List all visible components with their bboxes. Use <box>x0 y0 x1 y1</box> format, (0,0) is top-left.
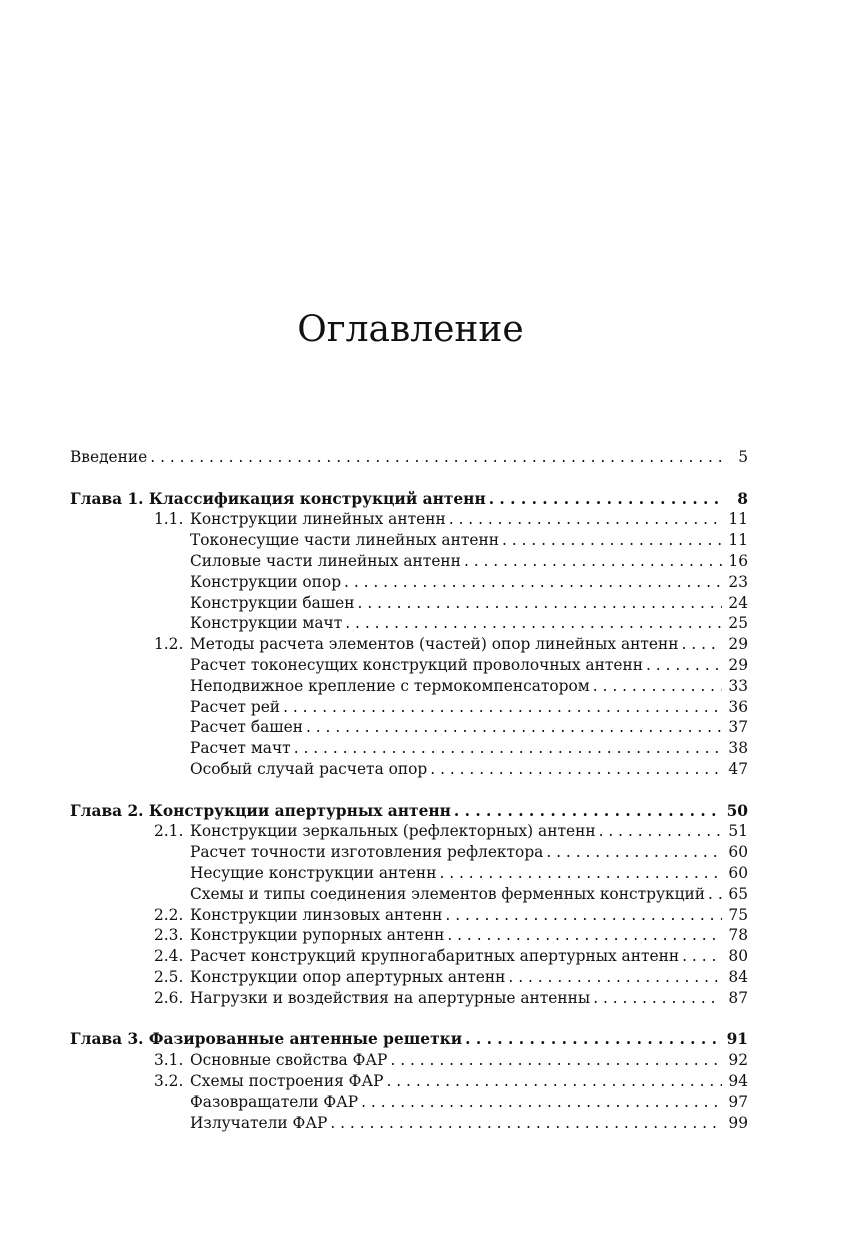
toc-subsection[interactable] <box>70 530 748 551</box>
toc-entry-page: 24 <box>728 593 748 612</box>
toc-entry-page: 99 <box>728 1113 748 1132</box>
toc-section[interactable] <box>70 925 748 946</box>
dot-leader <box>390 1050 722 1071</box>
toc-subsection[interactable] <box>70 759 748 780</box>
dot-leader <box>344 572 722 593</box>
dot-leader <box>294 738 722 759</box>
toc-subsection[interactable] <box>70 697 748 718</box>
toc-entry-title: Конструкции мачт <box>190 614 343 633</box>
toc-section-number: 2.3. <box>154 926 184 945</box>
toc-subsection[interactable] <box>70 1113 748 1134</box>
toc-entry-page: 16 <box>728 551 748 570</box>
toc-entry-title: Введение <box>70 448 148 466</box>
toc-entry-title: Глава 1. Классификация конструкций антенн <box>70 489 486 508</box>
toc-entry-page: 94 <box>728 1071 748 1090</box>
section-gap <box>70 780 748 801</box>
toc-section[interactable] <box>70 634 748 655</box>
toc-entry-title: Силовые части линейных антенн <box>190 551 461 570</box>
toc-entry-title: Конструкции башен <box>190 593 355 612</box>
dot-leader <box>430 759 722 780</box>
toc-entry-page: 97 <box>728 1092 748 1111</box>
toc-entry-title: Расчет токонесущих конструкций проволочных антенн <box>190 655 643 674</box>
toc-entry-title: Методы расчета элементов (частей) опор линейных антенн <box>190 635 679 654</box>
toc-section[interactable] <box>70 905 748 926</box>
dot-leader <box>439 863 722 884</box>
toc-subsection[interactable] <box>70 1092 748 1113</box>
dot-leader <box>682 946 722 967</box>
toc-entry-title: Конструкции рупорных антенн <box>190 926 445 945</box>
toc-section-number: 2.5. <box>154 967 184 986</box>
toc-entry-page: 25 <box>728 614 748 633</box>
toc-section-number: 3.2. <box>154 1071 184 1090</box>
toc-entry-title: Конструкции линзовых антенн <box>190 905 443 924</box>
toc-entry-title: Неподвижное крепление с термокомпенсатором <box>190 676 590 695</box>
dot-leader <box>465 1029 722 1050</box>
toc-subsection[interactable] <box>70 738 748 759</box>
toc-entry-page: 47 <box>728 759 748 778</box>
toc-entry-page: 51 <box>728 822 748 841</box>
toc-entry-title: Излучатели ФАР <box>190 1113 328 1132</box>
toc-subsection[interactable] <box>70 842 748 863</box>
page-title: Оглавление <box>297 309 524 350</box>
dot-leader <box>150 447 722 468</box>
toc-section[interactable] <box>70 988 748 1009</box>
toc-section-number: 2.4. <box>154 947 184 966</box>
toc-entry-page: 92 <box>728 1051 748 1070</box>
dot-leader <box>454 801 722 822</box>
dot-leader <box>593 988 722 1009</box>
dot-leader <box>546 842 722 863</box>
toc-entry-title: Схемы построения ФАР <box>190 1071 384 1090</box>
toc-entry-page: 80 <box>728 947 748 966</box>
dot-leader <box>445 905 722 926</box>
toc-section-number: 1.1. <box>154 510 184 529</box>
toc-entry-title: Токонесущие части линейных антенн <box>190 531 499 550</box>
toc-entry-title: Конструкции опор апертурных антенн <box>190 967 506 986</box>
toc-entry-title: Глава 3. Фазированные антенные решетки <box>70 1030 463 1049</box>
dot-leader <box>508 967 722 988</box>
toc-entry-page: 11 <box>728 510 748 529</box>
toc-entry-title: Расчет точности изготовления рефлектора <box>190 843 544 862</box>
toc-section[interactable] <box>70 1071 748 1092</box>
dot-leader <box>283 697 722 718</box>
dot-leader <box>464 551 722 572</box>
toc-subsection[interactable] <box>70 884 748 905</box>
toc-entry-title: Основные свойства ФАР <box>190 1051 388 1070</box>
dot-leader <box>358 593 722 614</box>
dot-leader <box>646 655 722 676</box>
toc-entry-page: 78 <box>728 926 748 945</box>
toc-section[interactable] <box>70 967 748 988</box>
toc-entry-title: Расчет башен <box>190 718 303 737</box>
dot-leader <box>361 1092 722 1113</box>
section-gap <box>70 468 748 489</box>
dot-leader <box>449 509 722 530</box>
toc-section-number: 3.1. <box>154 1051 184 1070</box>
toc-section-number: 2.1. <box>154 822 184 841</box>
toc-entry-title: Нагрузки и воздействия на апертурные антенны <box>190 988 591 1007</box>
toc-section-number: 2.2. <box>154 905 184 924</box>
toc-subsection[interactable] <box>70 613 748 634</box>
table-of-contents <box>70 447 748 1133</box>
toc-subsection[interactable] <box>70 717 748 738</box>
toc-entry-page: 11 <box>728 531 748 550</box>
toc-entry-page: 29 <box>728 635 748 654</box>
toc-entry-page: 29 <box>728 655 748 674</box>
toc-entry-title: Особый случай расчета опор <box>190 759 428 778</box>
toc-entry-page: 65 <box>728 884 748 903</box>
toc-entry[interactable] <box>70 447 748 468</box>
toc-entry-title: Расчет рей <box>190 697 281 716</box>
toc-chapter[interactable] <box>70 489 748 510</box>
dot-leader <box>593 676 722 697</box>
toc-entry-page: 84 <box>728 967 748 986</box>
toc-entry-title: Схемы и типы соединения элементов ферменных конструкций <box>190 884 706 903</box>
toc-chapter[interactable] <box>70 1029 748 1050</box>
dot-leader <box>489 489 722 510</box>
toc-entry-page: 50 <box>726 801 748 820</box>
dot-leader <box>502 530 722 551</box>
toc-entry-page: 8 <box>737 489 748 508</box>
toc-entry-title: Конструкции опор <box>190 572 342 591</box>
toc-entry-title: Конструкции линейных антенн <box>190 510 446 529</box>
toc-entry-page: 33 <box>728 676 748 695</box>
toc-entry-page: 60 <box>728 843 748 862</box>
toc-entry-page: 38 <box>728 739 748 758</box>
toc-section[interactable] <box>70 821 748 842</box>
toc-entry-page: 37 <box>728 718 748 737</box>
toc-entry-page: 5 <box>738 448 748 466</box>
toc-section[interactable] <box>70 946 748 967</box>
toc-entry-page: 75 <box>728 905 748 924</box>
toc-entry-title: Несущие конструкции антенн <box>190 863 437 882</box>
toc-section-number: 2.6. <box>154 988 184 1007</box>
toc-subsection[interactable] <box>70 572 748 593</box>
dot-leader <box>682 634 722 655</box>
dot-leader <box>708 884 722 905</box>
toc-section[interactable] <box>70 509 748 530</box>
dot-leader <box>306 717 722 738</box>
dot-leader <box>330 1113 722 1134</box>
toc-chapter[interactable] <box>70 801 748 822</box>
toc-entry-title: Фазовращатели ФАР <box>190 1092 359 1111</box>
toc-entry-title: Конструкции зеркальных (рефлекторных) антенн <box>190 822 596 841</box>
toc-subsection[interactable] <box>70 593 748 614</box>
toc-entry-page: 87 <box>728 988 748 1007</box>
toc-subsection[interactable] <box>70 655 748 676</box>
dot-leader <box>599 821 722 842</box>
toc-entry-page: 23 <box>728 572 748 591</box>
toc-subsection[interactable] <box>70 551 748 572</box>
toc-entry-page: 60 <box>728 863 748 882</box>
toc-section[interactable] <box>70 1050 748 1071</box>
toc-entry-title: Расчет мачт <box>190 739 291 758</box>
toc-entry-page: 36 <box>728 697 748 716</box>
toc-entry-page: 91 <box>726 1030 748 1049</box>
toc-subsection[interactable] <box>70 676 748 697</box>
toc-section-number: 1.2. <box>154 635 184 654</box>
dot-leader <box>447 925 722 946</box>
toc-entry-title: Глава 2. Конструкции апертурных антенн <box>70 801 451 820</box>
section-gap <box>70 1009 748 1030</box>
dot-leader <box>345 613 722 634</box>
toc-subsection[interactable] <box>70 863 748 884</box>
toc-entry-title: Расчет конструкций крупногабаритных апертурных антенн <box>190 947 680 966</box>
dot-leader <box>386 1071 722 1092</box>
